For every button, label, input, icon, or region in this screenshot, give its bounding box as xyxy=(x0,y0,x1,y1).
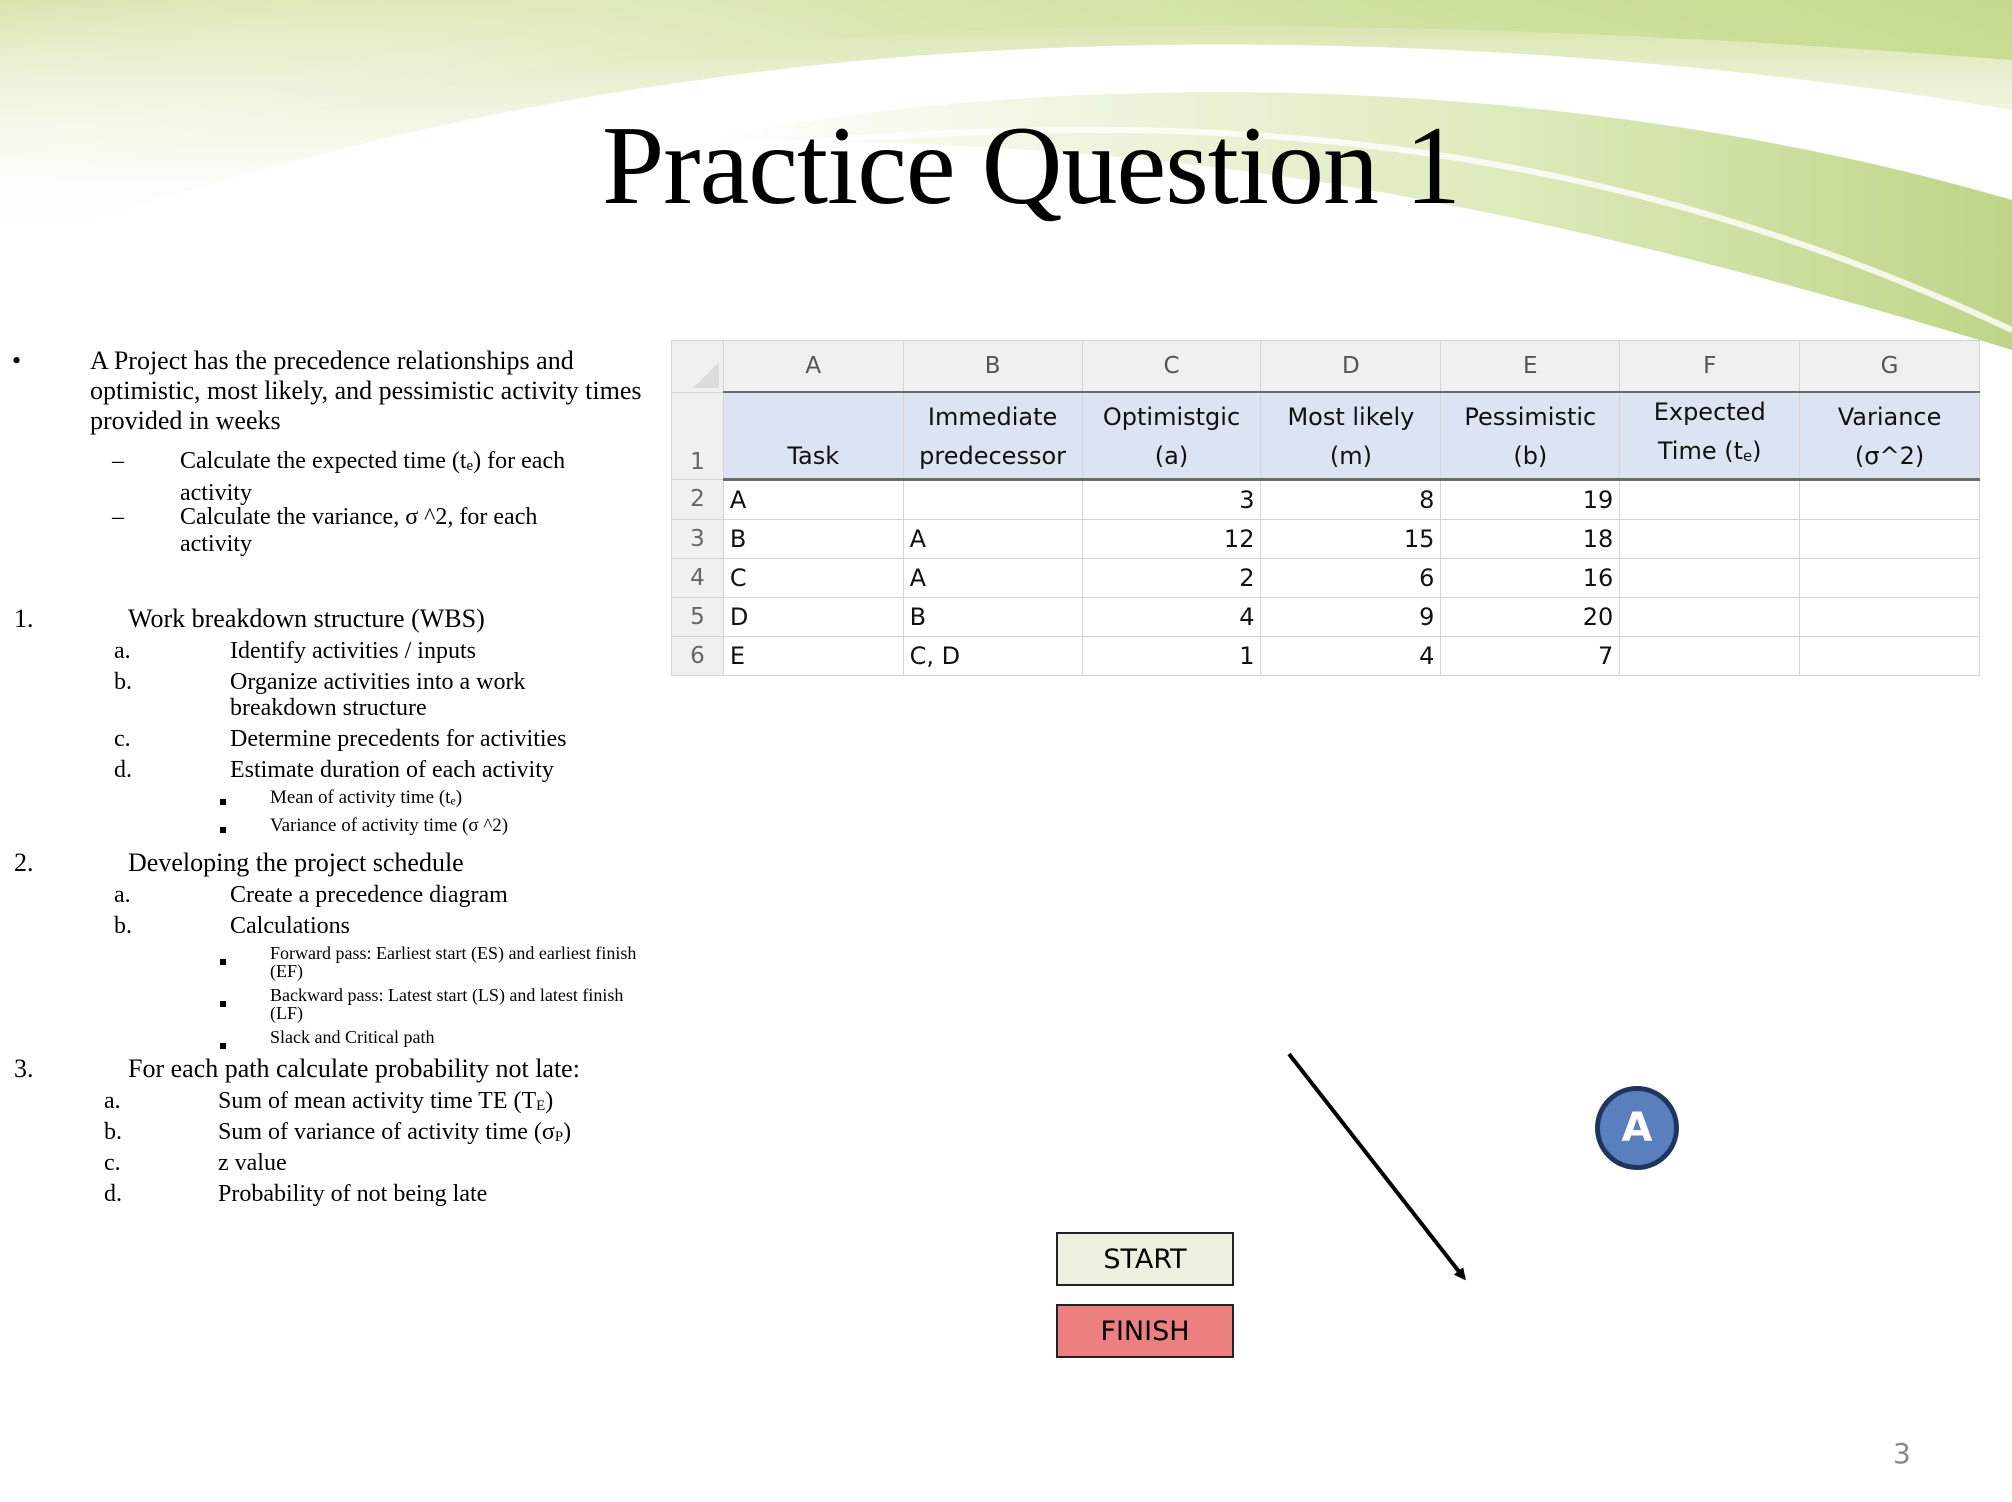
column-header-g[interactable]: G xyxy=(1800,341,1980,393)
step-2b-marker: b. xyxy=(114,913,132,939)
cell-most-likely[interactable]: 6 xyxy=(1261,558,1441,597)
step-1d-text: Estimate duration of each activity xyxy=(230,757,554,783)
cell-most-likely[interactable]: 4 xyxy=(1261,636,1441,675)
row-number[interactable]: 1 xyxy=(672,392,724,479)
step-3d-text: Probability of not being late xyxy=(218,1181,488,1207)
cell-predecessor[interactable]: A xyxy=(903,558,1082,597)
table-row xyxy=(672,597,1980,636)
step-3c-marker: c. xyxy=(104,1150,121,1176)
header-variance[interactable]: Variance (σ^2) xyxy=(1800,392,1980,479)
cell-pessimistic[interactable]: 19 xyxy=(1441,479,1620,519)
table-header-row xyxy=(672,392,1980,479)
step-2a-text: Create a precedence diagram xyxy=(230,882,508,908)
activity-node-a[interactable]: A xyxy=(1595,1086,1679,1170)
step-2-bullet-1: Forward pass: Earliest start (ES) and earliest finish (EF) xyxy=(270,943,637,981)
cell-task[interactable]: A xyxy=(723,479,903,519)
cell-pessimistic[interactable]: 18 xyxy=(1441,519,1620,558)
cell-predecessor[interactable] xyxy=(903,479,1082,519)
intro-item-2: Calculate the variance, σ ^2, for each activity xyxy=(180,504,538,557)
step-3-label: For each path calculate probability not late: xyxy=(128,1054,580,1083)
table-row xyxy=(672,636,1980,675)
cell-most-likely[interactable]: 15 xyxy=(1261,519,1441,558)
row-number[interactable]: 4 xyxy=(672,558,724,597)
step-3b-marker: b. xyxy=(104,1119,122,1145)
header-expected-time[interactable]: Expected Time (te) xyxy=(1620,392,1800,479)
column-header-b[interactable]: B xyxy=(903,341,1082,393)
table-row xyxy=(672,519,1980,558)
column-letter-row xyxy=(672,341,1980,393)
cell-most-likely[interactable]: 8 xyxy=(1261,479,1441,519)
step-3a-text: Sum of mean activity time TE (TE) xyxy=(218,1088,554,1114)
step-1a-marker: a. xyxy=(114,638,131,664)
cell-task[interactable]: E xyxy=(723,636,903,675)
row-number[interactable]: 3 xyxy=(672,519,724,558)
step-1-bullet-2-marker xyxy=(220,818,226,838)
step-1-bullet-2: Variance of activity time (σ ^2) xyxy=(270,815,509,836)
step-2b-text: Calculations xyxy=(230,913,350,939)
cell-expected-time[interactable] xyxy=(1620,519,1800,558)
step-1-bullet-1-marker xyxy=(220,790,226,810)
cell-variance[interactable] xyxy=(1800,519,1980,558)
step-3c-text: z value xyxy=(218,1150,287,1176)
step-1-label: Work breakdown structure (WBS) xyxy=(128,604,485,633)
step-2-number: 2. xyxy=(14,848,34,877)
cell-variance[interactable] xyxy=(1800,558,1980,597)
cell-pessimistic[interactable]: 7 xyxy=(1441,636,1620,675)
cell-predecessor[interactable]: C, D xyxy=(903,636,1082,675)
cell-optimistic[interactable]: 12 xyxy=(1082,519,1261,558)
header-most-likely[interactable]: Most likely (m) xyxy=(1261,392,1441,479)
column-header-a[interactable]: A xyxy=(723,341,903,393)
cell-optimistic[interactable]: 3 xyxy=(1082,479,1261,519)
intro-item-2-marker: – xyxy=(112,504,124,530)
cell-optimistic[interactable]: 1 xyxy=(1082,636,1261,675)
finish-node[interactable]: FINISH xyxy=(1056,1304,1234,1358)
step-2-bullet-3-marker xyxy=(220,1034,226,1052)
row-number[interactable]: 2 xyxy=(672,479,724,519)
cell-expected-time[interactable] xyxy=(1620,479,1800,519)
intro-item-1: Calculate the expected time (te) for each activity xyxy=(180,448,566,506)
step-1b-text: Organize activities into a work breakdown structure xyxy=(230,669,526,721)
column-header-e[interactable]: E xyxy=(1441,341,1620,393)
header-immediate-predecessor[interactable]: Immediate predecessor xyxy=(903,392,1082,479)
step-2-bullet-3: Slack and Critical path xyxy=(270,1027,435,1047)
cell-task[interactable]: B xyxy=(723,519,903,558)
step-2-label: Developing the project schedule xyxy=(128,848,464,877)
corner-triangle-icon xyxy=(693,362,719,388)
cell-task[interactable]: C xyxy=(723,558,903,597)
intro-bullet-marker: • xyxy=(12,346,22,375)
cell-expected-time[interactable] xyxy=(1620,597,1800,636)
step-1b-marker: b. xyxy=(114,669,132,695)
column-header-f[interactable]: F xyxy=(1620,341,1800,393)
cell-task[interactable]: D xyxy=(723,597,903,636)
cell-pessimistic[interactable]: 16 xyxy=(1441,558,1620,597)
page-number: 3 xyxy=(1893,1437,1911,1470)
select-all-corner[interactable] xyxy=(672,341,724,393)
cell-predecessor[interactable]: B xyxy=(903,597,1082,636)
step-3a-marker: a. xyxy=(104,1088,121,1114)
step-2-bullet-1-marker xyxy=(220,950,226,968)
step-3b-text: Sum of variance of activity time (σP) xyxy=(218,1119,572,1145)
step-1a-text: Identify activities / inputs xyxy=(230,638,476,664)
cell-variance[interactable] xyxy=(1800,479,1980,519)
cell-optimistic[interactable]: 4 xyxy=(1082,597,1261,636)
start-node[interactable]: START xyxy=(1056,1232,1234,1286)
cell-predecessor[interactable]: A xyxy=(903,519,1082,558)
cell-pessimistic[interactable]: 20 xyxy=(1441,597,1620,636)
step-2a-marker: a. xyxy=(114,882,131,908)
activity-times-spreadsheet xyxy=(671,340,1980,678)
cell-optimistic[interactable]: 2 xyxy=(1082,558,1261,597)
intro-item-1-marker: – xyxy=(112,448,124,474)
row-number[interactable]: 5 xyxy=(672,597,724,636)
cell-variance[interactable] xyxy=(1800,597,1980,636)
activity-table xyxy=(671,340,1980,676)
column-header-d[interactable]: D xyxy=(1261,341,1441,393)
cell-most-likely[interactable]: 9 xyxy=(1261,597,1441,636)
step-1-bullet-1: Mean of activity time (te) xyxy=(270,787,463,808)
table-row xyxy=(672,558,1980,597)
step-1c-text: Determine precedents for activities xyxy=(230,726,567,752)
cell-expected-time[interactable] xyxy=(1620,636,1800,675)
step-1c-marker: c. xyxy=(114,726,131,752)
step-3-number: 3. xyxy=(14,1054,34,1083)
intro-text: A Project has the precedence relationships and optimistic, most likely, and pessimistic activity times provided in weeks xyxy=(90,346,642,435)
slide-title: Practice Question 1 xyxy=(601,104,1461,228)
step-3d-marker: d. xyxy=(104,1181,122,1207)
cell-variance[interactable] xyxy=(1800,636,1980,675)
step-1-number: 1. xyxy=(14,604,34,633)
header-task[interactable]: Task xyxy=(723,392,903,479)
step-1d-marker: d. xyxy=(114,757,132,783)
row-number[interactable]: 6 xyxy=(672,636,724,675)
header-optimistic[interactable]: Optimistgic (a) xyxy=(1082,392,1261,479)
header-pessimistic[interactable]: Pessimistic (b) xyxy=(1441,392,1620,479)
step-2-bullet-2: Backward pass: Latest start (LS) and latest finish (LF) xyxy=(270,985,624,1023)
step-2-bullet-2-marker xyxy=(220,992,226,1010)
table-row xyxy=(672,479,1980,519)
cell-expected-time[interactable] xyxy=(1620,558,1800,597)
column-header-c[interactable]: C xyxy=(1082,341,1261,393)
